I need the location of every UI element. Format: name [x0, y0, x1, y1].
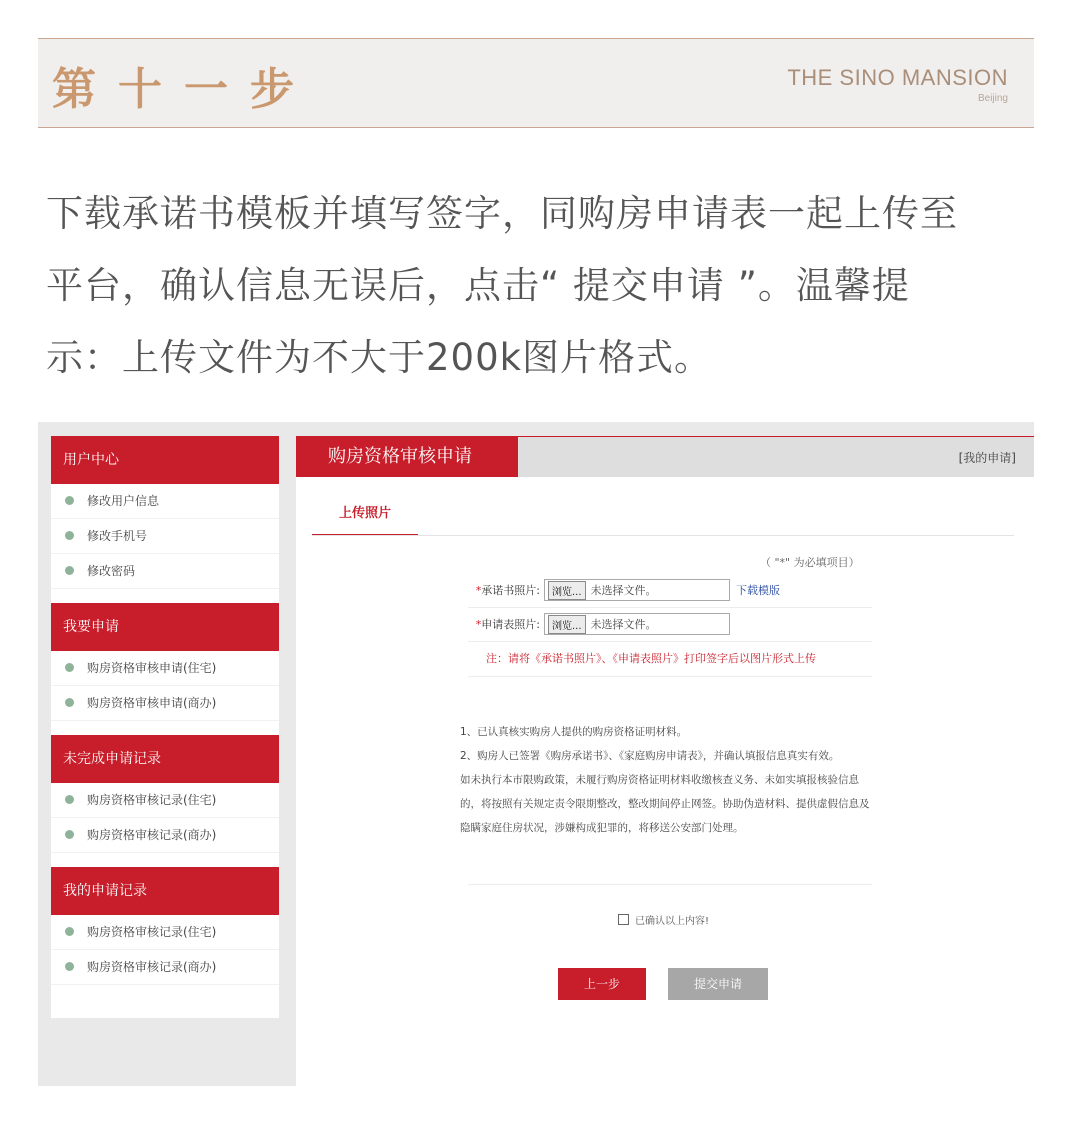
website-screenshot — [38, 422, 1034, 1086]
instruction-text — [46, 178, 1036, 394]
bullet-icon — [65, 795, 74, 804]
row-divider — [468, 676, 872, 677]
bullet-icon — [65, 698, 74, 707]
browse-button[interactable]: 浏览... — [548, 581, 586, 600]
tab-divider — [312, 535, 1014, 536]
tab-upload-photos[interactable]: 上传照片 — [312, 494, 418, 536]
commitment-photo-label: *承诺书照片: — [475, 584, 540, 597]
confirm-label: 已确认以上内容! — [635, 916, 710, 927]
bullet-icon — [65, 663, 74, 672]
brand-name: THE SINO MANSION — [787, 65, 1008, 90]
commitment-photo-file-input[interactable] — [544, 579, 730, 601]
step-banner — [38, 38, 1034, 128]
row-divider — [468, 607, 872, 608]
sidebar-item-label: 修改用户信息 — [87, 494, 160, 508]
sidebar-item-edit-password[interactable] — [51, 554, 279, 589]
sidebar-item-label: 购房资格审核记录(住宅) — [87, 925, 217, 939]
application-photo-label: *申请表照片: — [475, 618, 540, 631]
sidebar-item-incomplete-residential[interactable] — [51, 783, 279, 818]
bullet-icon — [65, 496, 74, 505]
sidebar-item-incomplete-commercial[interactable] — [51, 818, 279, 853]
sidebar-section-user-center: 用户中心 — [51, 436, 279, 484]
browse-button[interactable]: 浏览... — [548, 615, 586, 634]
row-divider — [468, 884, 872, 885]
main-panel — [296, 436, 1034, 1086]
sidebar-item-apply-commercial[interactable] — [51, 686, 279, 721]
bullet-icon — [65, 566, 74, 575]
required-mark: * — [475, 584, 482, 597]
file-status: 未选择文件。 — [590, 618, 657, 631]
bullet-icon — [65, 927, 74, 936]
bullet-icon — [65, 830, 74, 839]
confirm-checkbox[interactable] — [618, 914, 629, 925]
sidebar-item-records-commercial[interactable] — [51, 950, 279, 985]
sidebar-section-apply: 我要申请 — [51, 603, 279, 651]
brand-city: Beijing — [977, 93, 1008, 104]
main-header — [296, 436, 1034, 477]
application-photo-file-input[interactable] — [544, 613, 730, 635]
instruction-line: 平台，确认信息无误后，点击“ 提交申请 ”。温馨提 — [46, 264, 910, 307]
sidebar-item-apply-residential[interactable] — [51, 651, 279, 686]
bullet-icon — [65, 962, 74, 971]
sidebar — [51, 436, 279, 1018]
sidebar-item-edit-phone[interactable] — [51, 519, 279, 554]
sidebar-item-label: 修改手机号 — [87, 529, 148, 543]
declaration-item: 2、购房人已签署《购房承诺书》、《家庭购房申请表》，并确认填报信息真实有效。 — [460, 750, 840, 762]
previous-step-button[interactable]: 上一步 — [558, 968, 646, 1000]
page-title: 购房资格审核申请 — [296, 437, 518, 477]
declaration-item: 如未执行本市限购政策，未履行购房资格证明材料收缴核查义务、未如实填报核验信息的，将按照有关规定责令限期整改，整改期间停止网签。协助伪造材料、提供虚假信息及隐瞒家庭住房状况，涉嫌构成犯罪的，将移送公安部门处理。 — [460, 774, 870, 834]
sidebar-item-records-residential[interactable] — [51, 915, 279, 950]
application-photo-row — [468, 611, 730, 637]
brand-logo — [787, 65, 1008, 104]
step-title: 第十一步 — [52, 64, 316, 115]
sidebar-item-label: 购房资格审核申请(商办) — [87, 696, 217, 710]
sidebar-item-label: 修改密码 — [87, 564, 136, 578]
required-mark: * — [475, 618, 482, 631]
sidebar-item-label: 购房资格审核记录(商办) — [87, 828, 217, 842]
commitment-photo-row — [468, 577, 780, 603]
instruction-line: 下载承诺书模板并填写签字，同购房申请表一起上传至 — [46, 192, 958, 235]
upload-warning: 注：请将《承诺书照片》、《申请表照片》打印签字后以图片形式上传 — [486, 652, 816, 665]
sidebar-item-label: 购房资格审核记录(商办) — [87, 960, 217, 974]
my-applications-link[interactable]: [我的申请] — [958, 451, 1016, 465]
sidebar-item-edit-user-info[interactable] — [51, 484, 279, 519]
submit-application-button[interactable]: 提交申请 — [668, 968, 768, 1000]
declaration-text — [460, 720, 876, 840]
confirm-checkbox-row[interactable] — [618, 912, 709, 927]
instruction-line: 示：上传文件为不大于200k图片格式。 — [46, 336, 713, 379]
declaration-item: 1、已认真核实购房人提供的购房资格证明材料。 — [460, 726, 688, 738]
required-fields-note: （ "*" 为必填项目） — [760, 556, 860, 569]
download-template-link[interactable]: 下载模版 — [736, 584, 780, 597]
sidebar-section-my-records: 我的申请记录 — [51, 867, 279, 915]
row-divider — [468, 641, 872, 642]
file-status: 未选择文件。 — [590, 584, 657, 597]
bullet-icon — [65, 531, 74, 540]
sidebar-item-label: 购房资格审核申请(住宅) — [87, 661, 217, 675]
sidebar-section-incomplete-records: 未完成申请记录 — [51, 735, 279, 783]
sidebar-item-label: 购房资格审核记录(住宅) — [87, 793, 217, 807]
